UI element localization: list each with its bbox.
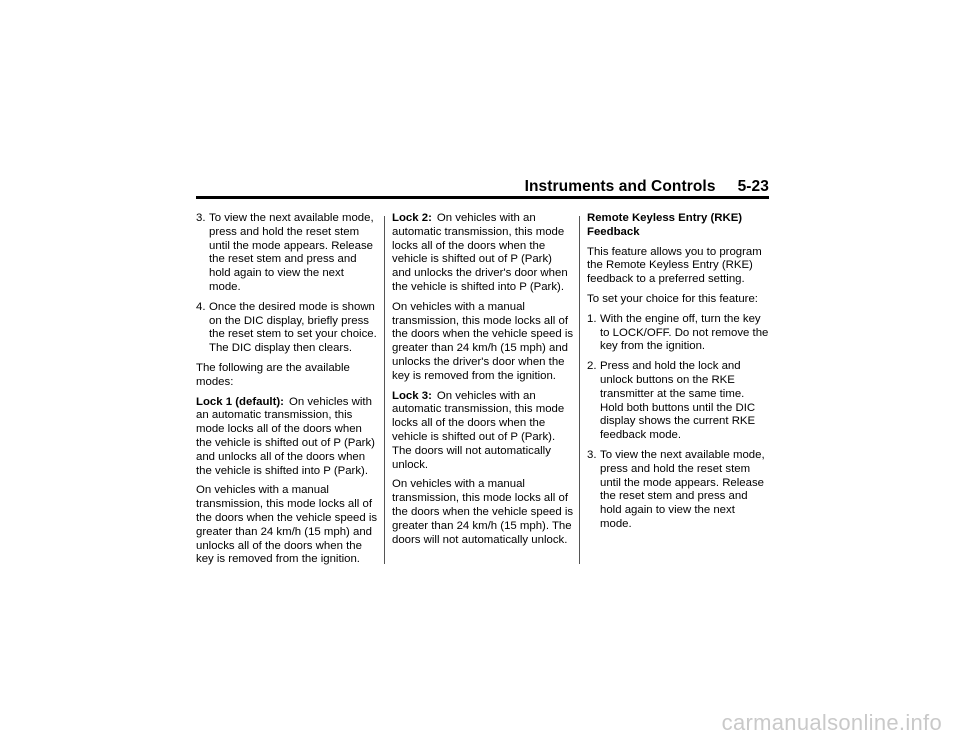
lock2-manual-paragraph: On vehicles with a manual transmission, this mode locks all of the doors when the vehicle speed is greater than 24 km/h (15 mph) and unlocks the driver's door when the key is removed from the ignition. — [392, 300, 574, 382]
list-item-3 — [196, 212, 378, 295]
lock1-label: Lock 1 (default): — [196, 395, 284, 408]
watermark: carmanualsonline.info — [721, 710, 942, 735]
lock1-manual-paragraph: On vehicles with a manual transmission, this mode locks all of the doors when the vehicle speed is greater than 24 km/h (15 mph) and unlocks all of the doors when the key is removed from the ignition. — [196, 484, 378, 566]
list-number: 2. — [587, 360, 597, 373]
step-3 — [587, 449, 769, 532]
list-number: 3. — [587, 448, 597, 461]
column-3 — [587, 212, 769, 538]
list-text: With the engine off, turn the key to LOCK/OFF. Do not remove the key from the ignition. — [600, 312, 769, 353]
list-number: 4. — [196, 300, 206, 313]
lock2-text: On vehicles with an automatic transmission, this mode locks all of the doors when the vehicle is shifted out of P (Park) and unlocks the driver's door when the vehicle is shifted into P (Park). — [392, 212, 568, 293]
list-text: To view the next available mode, press and hold the reset stem until the mode appears. Release the reset stem and press and hold again to view the next mode. — [600, 448, 765, 530]
lock2-label: Lock 2: — [392, 212, 432, 224]
list-text: To view the next available mode, press and hold the reset stem until the mode appears. Release the reset stem and press and hold again to view the next mode. — [209, 212, 374, 293]
lock3-paragraph — [392, 390, 574, 473]
column-divider — [579, 216, 580, 564]
list-number: 3. — [196, 212, 206, 224]
list-item-4 — [196, 301, 378, 356]
header-title: Instruments and Controls — [524, 178, 716, 195]
list-text: Press and hold the lock and unlock buttons on the RKE transmitter at the same time. Hold both buttons until the DIC display shows the current RKE feedback mode. — [600, 360, 756, 442]
header-rule — [196, 196, 769, 199]
rke-heading: Remote Keyless Entry (RKE) Feedback — [587, 212, 743, 238]
modes-intro: The following are the available modes: — [196, 361, 350, 388]
page-number: 5-23 — [737, 178, 769, 195]
list-number: 1. — [587, 312, 597, 325]
column-divider — [384, 216, 385, 564]
column-2 — [392, 212, 574, 553]
page-header — [196, 178, 769, 196]
column-1 — [196, 212, 378, 573]
set-choice-text: To set your choice for this feature: — [587, 292, 758, 305]
lock3-label: Lock 3: — [392, 389, 432, 402]
list-text: Once the desired mode is shown on the DIC display, briefly press the reset stem to set your choice. The DIC display then clears. — [209, 300, 377, 355]
lock3-manual-paragraph: On vehicles with a manual transmission, this mode locks all of the doors when the vehicle speed is greater than 24 km/h (15 mph). The doors will not automatically unlock. — [392, 478, 574, 546]
lock2-paragraph — [392, 212, 574, 295]
step-1 — [587, 313, 769, 354]
lock1-text: On vehicles with an automatic transmission, this mode locks all of the doors when the vehicle is shifted out of P (Park) and unlocks all of the doors when the vehicle is shifted into P (Park). — [196, 395, 375, 477]
lock3-text: On vehicles with an automatic transmission, this mode locks all of the doors when the vehicle is shifted out of P (Park). The doors will not automatically unlock. — [392, 389, 565, 471]
rke-intro: This feature allows you to program the Remote Keyless Entry (RKE) feedback to a preferred setting. — [587, 245, 762, 286]
step-2 — [587, 360, 769, 443]
lock1-paragraph — [196, 396, 378, 479]
